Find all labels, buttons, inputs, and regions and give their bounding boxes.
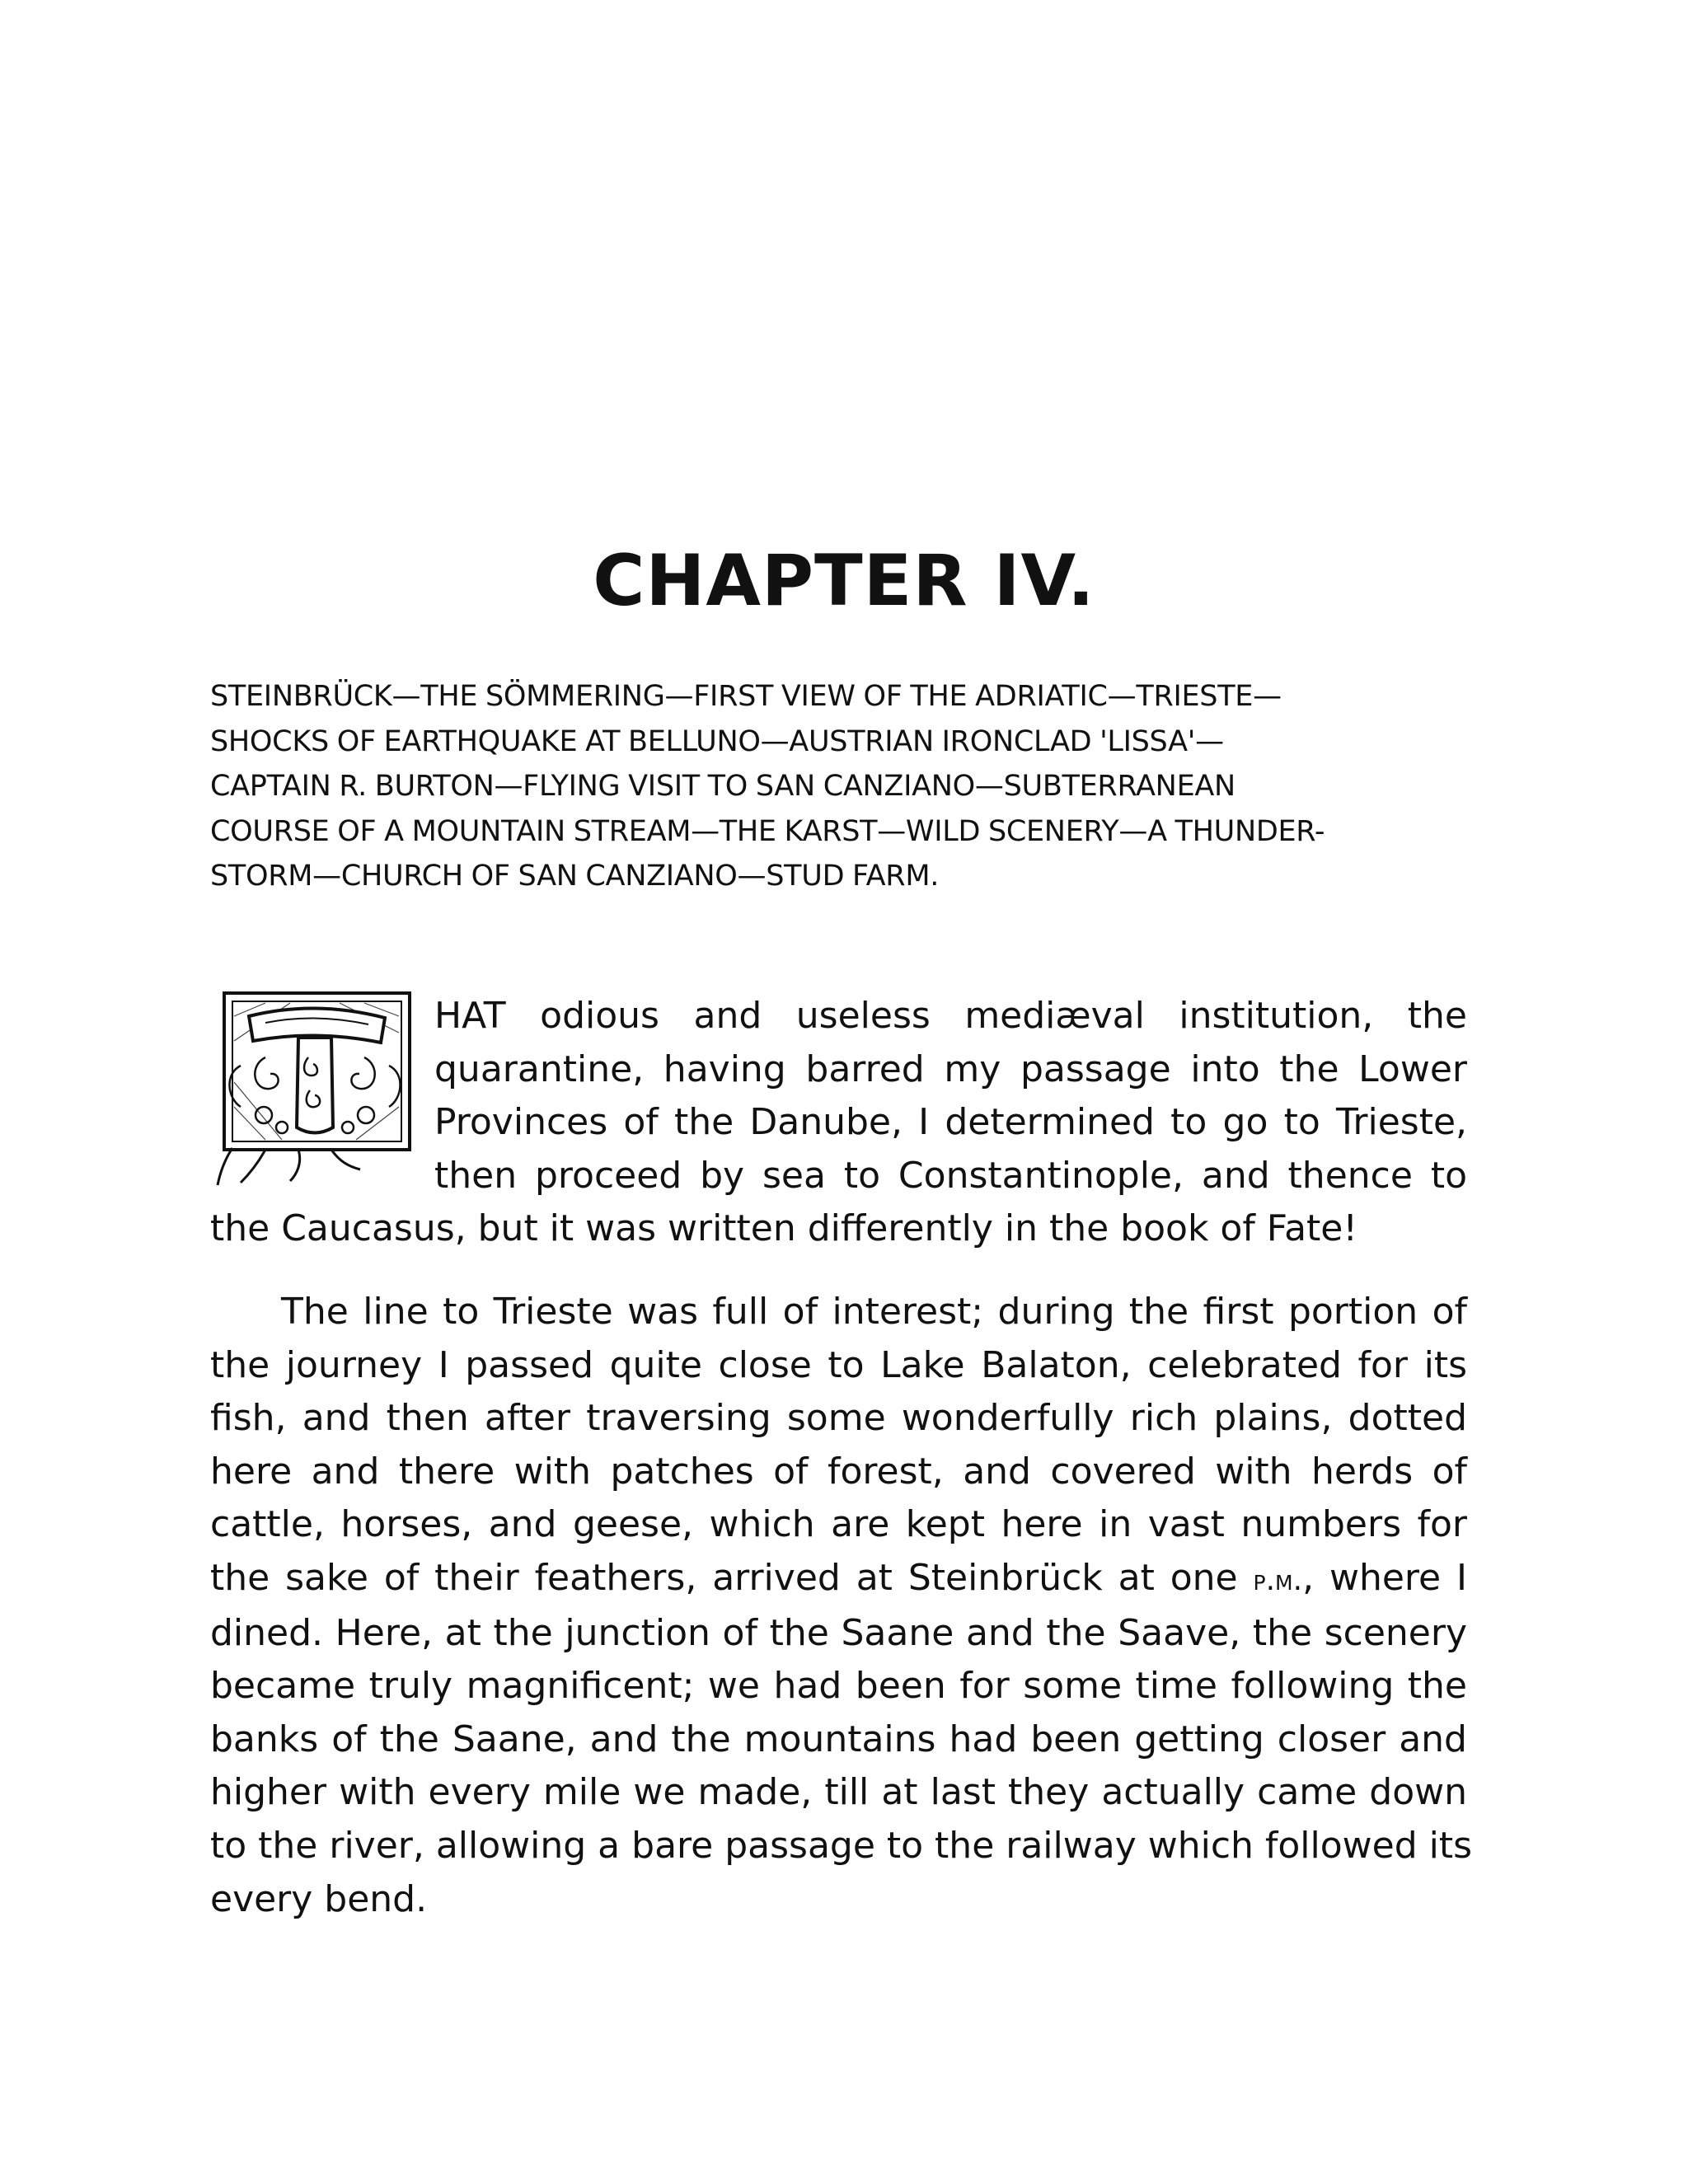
paragraph-line: banks of the Saane, and the mountains had been getting closer and [210,1718,1467,1760]
paragraph-line: every bend. [210,1877,428,1920]
paragraph-line: became truly magnificent; we had been for some time following the [210,1665,1467,1708]
paragraph-line: cattle, horses, and geese, which are kept here in vast numbers for [210,1503,1467,1546]
chapter-title: CHAPTER IV. [593,540,1095,622]
summary-line: CAPTAIN R. BURTON—FLYING VISIT TO SAN CANZIANO—SUBTERRANEAN [210,770,1236,803]
paragraph-line: to the river, allowing a bare passage to the railway which followed its [210,1824,1473,1867]
summary-line: SHOCKS OF EARTHQUAKE AT BELLUNO—AUSTRIAN IRONCLAD 'LISSA'— [210,724,1224,758]
summary-line: STORM—CHURCH OF SAN CANZIANO—STUD FARM. [210,860,940,893]
paragraph-line: dined. Here, at the junction of the Saane and the Saave, the scenery [210,1611,1467,1654]
paragraph-line: Provinces of the Danube, I determined to go to Trieste, [434,1101,1467,1144]
chapter-summary [210,674,1456,899]
paragraph-line: fish, and then after traversing some wonderfully rich plains, dotted [210,1397,1467,1440]
paragraph-line: The line to Trieste was full of interest; during the first portion of [281,1291,1467,1333]
summary-line: COURSE OF A MOUNTAIN STREAM—THE KARST—WILD SCENERY—A THUNDER- [210,814,1325,848]
summary-line: STEINBRÜCK—THE SÖMMERING—FIRST VIEW OF THE ADRIATIC—TRIESTE— [210,680,1282,713]
paragraph-line: the Caucasus, but it was written differently in the book of Fate! [210,1207,1357,1250]
paragraph-line: here and there with patches of forest, and covered with herds of [210,1450,1467,1493]
line-text: , where I [1302,1556,1467,1599]
paragraph-line: quarantine, having barred my passage into the Lower [434,1047,1467,1090]
line-text: the sake of their feathers, arrived at Steinbrück at one [210,1556,1254,1599]
paragraph-line [210,1552,1467,1607]
opening-paragraph [210,990,1467,1256]
paragraph-line: the journey I passed quite close to Lake Balaton, celebrated for its [210,1343,1467,1386]
body-paragraph [210,1286,1473,1926]
paragraph-line: HAT odious and useless mediæval institution, the [434,995,1467,1037]
paragraph-line: higher with every mile we made, till at last they actually came down [210,1771,1467,1814]
time-abbreviation: p.m. [1253,1562,1303,1597]
paragraph-line: then proceed by sea to Constantinople, and thence to [434,1154,1467,1197]
